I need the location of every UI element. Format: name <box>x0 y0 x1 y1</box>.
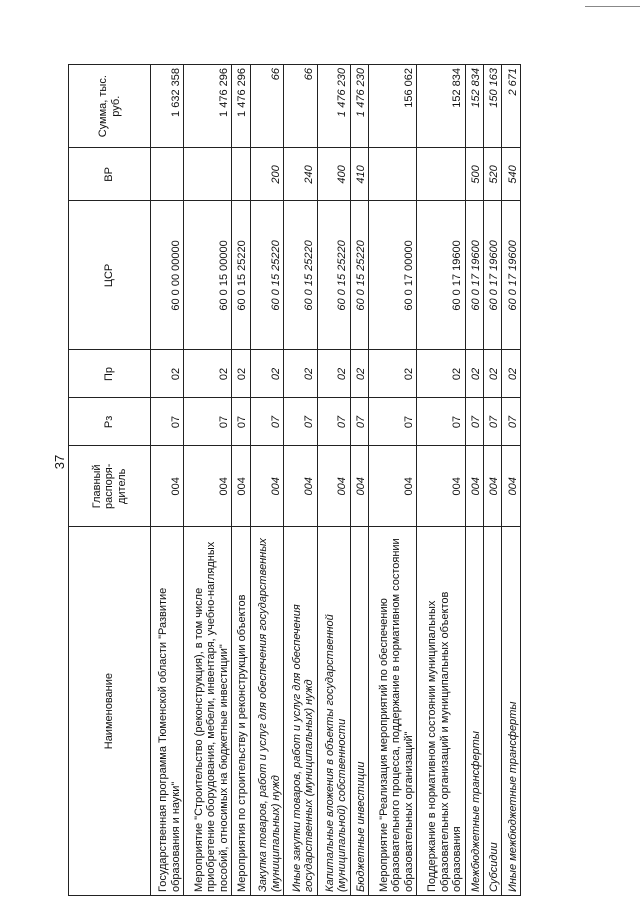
cell-csr: 60 0 17 00000 <box>369 201 417 350</box>
cell-pr: 02 <box>417 350 465 398</box>
table-row <box>184 65 232 896</box>
cell-csr: 60 0 17 19600 <box>417 201 465 350</box>
cell-sum: 2 671 <box>502 65 521 148</box>
header-vr: ВР <box>69 148 151 201</box>
cell-name: Поддержание в нормативном состоянии муниципальных образовательных организаций и муниципальных объектов образования <box>417 527 465 896</box>
header-admin: Главный распоря-дитель <box>69 446 151 527</box>
cell-vr: 240 <box>284 148 317 201</box>
cell-sum: 1 476 230 <box>350 65 368 148</box>
cell-rz: 07 <box>417 398 465 446</box>
cell-sum: 66 <box>284 65 317 148</box>
header-pr: Пр <box>69 350 151 398</box>
cell-name: Мероприятие "Строительство (реконструкция), в том числе приобретение оборудования, мебели, инвентаря, учебно-наглядных пособий, относимых на бюджетные инвестиции" <box>184 527 232 896</box>
cell-csr: 60 0 15 25220 <box>284 201 317 350</box>
cell-pr: 02 <box>465 350 483 398</box>
cell-admin: 004 <box>250 446 283 527</box>
cell-vr: 540 <box>502 148 521 201</box>
cell-admin: 004 <box>417 446 465 527</box>
cell-rz: 07 <box>484 398 502 446</box>
top-rule <box>585 6 640 7</box>
cell-csr: 60 0 15 25220 <box>317 201 350 350</box>
cell-sum: 1 476 296 <box>184 65 232 148</box>
cell-vr <box>184 148 232 201</box>
cell-name: Иные межбюджетные трансферты <box>502 527 521 896</box>
cell-vr: 520 <box>484 148 502 201</box>
cell-sum: 66 <box>250 65 283 148</box>
cell-name: Капитальные вложения в объекты государственной (муниципальной) собственности <box>317 527 350 896</box>
budget-table-container <box>68 64 521 896</box>
cell-rz: 07 <box>250 398 283 446</box>
cell-sum: 152 834 <box>465 65 483 148</box>
cell-admin: 004 <box>465 446 483 527</box>
table-row <box>484 65 502 896</box>
cell-sum: 1 476 296 <box>232 65 250 148</box>
cell-vr: 410 <box>350 148 368 201</box>
cell-vr: 200 <box>250 148 283 201</box>
table-row <box>465 65 483 896</box>
cell-sum: 1 476 230 <box>317 65 350 148</box>
page-number: 37 <box>52 454 67 470</box>
cell-vr <box>232 148 250 201</box>
cell-pr: 02 <box>284 350 317 398</box>
budget-table <box>68 64 521 896</box>
cell-admin: 004 <box>317 446 350 527</box>
cell-rz: 07 <box>284 398 317 446</box>
cell-admin: 004 <box>502 446 521 527</box>
cell-admin: 004 <box>369 446 417 527</box>
table-row <box>317 65 350 896</box>
header-rz: Рз <box>69 398 151 446</box>
cell-rz: 07 <box>317 398 350 446</box>
cell-vr: 500 <box>465 148 483 201</box>
cell-name: Закупка товаров, работ и услуг для обеспечения государственных (муниципальных) нужд <box>250 527 283 896</box>
cell-vr <box>151 148 184 201</box>
cell-rz: 07 <box>369 398 417 446</box>
cell-vr <box>417 148 465 201</box>
table-row <box>232 65 250 896</box>
cell-csr: 60 0 15 25220 <box>350 201 368 350</box>
cell-admin: 004 <box>184 446 232 527</box>
cell-sum: 150 163 <box>484 65 502 148</box>
cell-name: Государственная программа Тюменской области "Развитие образования и науки" <box>151 527 184 896</box>
cell-vr: 400 <box>317 148 350 201</box>
header-name: Наименование <box>69 527 151 896</box>
cell-pr: 02 <box>502 350 521 398</box>
cell-vr <box>369 148 417 201</box>
cell-sum: 1 632 358 <box>151 65 184 148</box>
cell-rz: 07 <box>151 398 184 446</box>
cell-csr: 60 0 15 25220 <box>232 201 250 350</box>
cell-rz: 07 <box>184 398 232 446</box>
cell-admin: 004 <box>232 446 250 527</box>
cell-name: Иные закупки товаров, работ и услуг для обеспечения государственных (муниципальных) нужд <box>284 527 317 896</box>
table-row <box>151 65 184 896</box>
cell-csr: 60 0 17 19600 <box>465 201 483 350</box>
table-header-row <box>69 65 151 896</box>
cell-csr: 60 0 15 25220 <box>250 201 283 350</box>
cell-csr: 60 0 17 19600 <box>484 201 502 350</box>
header-sum: Сумма, тыс. руб. <box>69 65 151 148</box>
cell-admin: 004 <box>151 446 184 527</box>
cell-pr: 02 <box>250 350 283 398</box>
cell-pr: 02 <box>151 350 184 398</box>
cell-name: Межбюджетные трансферты <box>465 527 483 896</box>
table-row <box>284 65 317 896</box>
cell-rz: 07 <box>350 398 368 446</box>
cell-sum: 156 062 <box>369 65 417 148</box>
table-row <box>350 65 368 896</box>
cell-admin: 004 <box>284 446 317 527</box>
cell-name: Мероприятия по строительству и реконструкции объектов <box>232 527 250 896</box>
cell-pr: 02 <box>232 350 250 398</box>
cell-rz: 07 <box>502 398 521 446</box>
cell-pr: 02 <box>184 350 232 398</box>
header-csr: ЦСР <box>69 201 151 350</box>
cell-pr: 02 <box>350 350 368 398</box>
table-row <box>417 65 465 896</box>
cell-csr: 60 0 00 00000 <box>151 201 184 350</box>
cell-rz: 07 <box>465 398 483 446</box>
cell-admin: 004 <box>350 446 368 527</box>
cell-name: Мероприятие "Реализация мероприятий по обеспечению образовательного процесса, поддержание в нормативном состоянии образовательных организаций" <box>369 527 417 896</box>
cell-pr: 02 <box>369 350 417 398</box>
cell-pr: 02 <box>317 350 350 398</box>
table-row <box>250 65 283 896</box>
cell-admin: 004 <box>484 446 502 527</box>
cell-csr: 60 0 17 19600 <box>502 201 521 350</box>
cell-csr: 60 0 15 00000 <box>184 201 232 350</box>
table-body <box>151 65 521 896</box>
cell-name: Бюджетные инвестиции <box>350 527 368 896</box>
cell-name: Субсидии <box>484 527 502 896</box>
table-row <box>502 65 521 896</box>
table-row <box>369 65 417 896</box>
cell-rz: 07 <box>232 398 250 446</box>
cell-sum: 152 834 <box>417 65 465 148</box>
cell-pr: 02 <box>484 350 502 398</box>
